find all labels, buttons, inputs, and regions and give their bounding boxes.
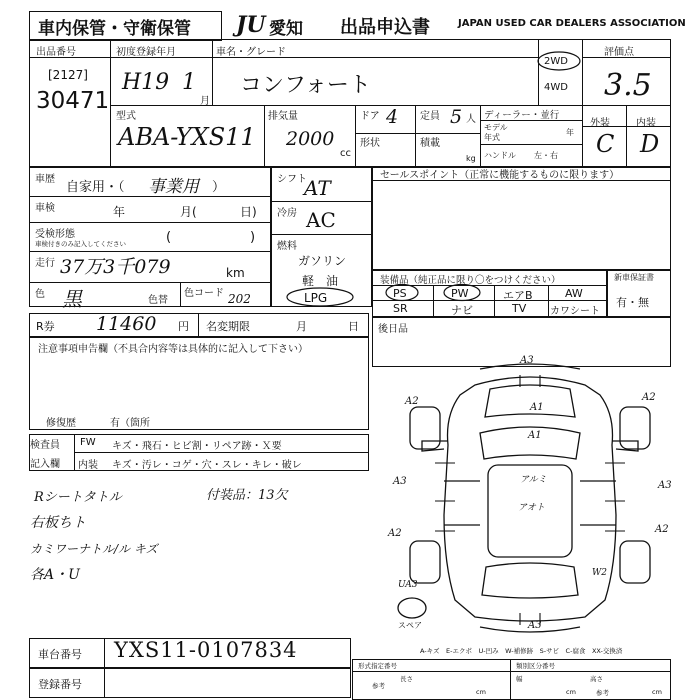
damage-mark-windshield: A1 — [528, 430, 542, 441]
history-label: 車歴 — [35, 174, 55, 185]
damage-mark-left-door: A3 — [393, 476, 407, 487]
handwritten-note-3: カミワーナトル/ル キズ — [30, 542, 158, 556]
door-label: ドア — [360, 111, 380, 122]
spec-width: 幅 — [516, 675, 523, 683]
exterior-label: 外装 — [590, 118, 610, 129]
model-label: 型式 — [116, 111, 136, 122]
shape-label: 形状 — [360, 138, 380, 149]
name-change-month: 月 — [296, 320, 307, 333]
drive-2wd: 2WD — [544, 56, 568, 67]
recycle-label: R券 — [36, 320, 55, 333]
displacement-label: 排気量 — [268, 111, 298, 122]
capacity-label: 定員 — [420, 111, 440, 122]
first-reg-label: 初度登録年月 — [116, 47, 176, 58]
spec-cm-2: cm — [566, 688, 576, 696]
chassis-label: 車台番号 — [38, 648, 82, 661]
inspect-form-label: 受検形態 — [35, 229, 75, 240]
damage-mark-front-bumper: A3 — [520, 355, 534, 366]
equip-leather: カワシート — [550, 306, 600, 317]
checker-fw: FW — [80, 437, 96, 448]
cooler-label: 冷房 — [277, 208, 297, 219]
spec-label-1: 形式指定番号 — [358, 662, 397, 670]
history-value: 自家用・（ — [66, 180, 125, 195]
inspection-label: 車検 — [35, 203, 55, 214]
shift-label: シフト — [277, 174, 307, 185]
lot-sub: [2127] — [48, 68, 88, 82]
weight-unit: kg — [466, 154, 476, 163]
damage-mark-left-quarter: UA3 — [398, 580, 418, 590]
damage-legend: A-キズ E-エクボ U-凹み W-補修跡 S-サビ C-腐食 XX-交換済 — [420, 647, 623, 655]
checker-row-1: キズ・飛石・ヒビ割・リペア跡・Ｘ要 — [112, 441, 282, 452]
equip-ps-circle — [384, 283, 420, 302]
warranty-label: 新車保証書 — [614, 273, 654, 282]
handle-value: 左・右 — [534, 151, 558, 160]
color-label: 色 — [35, 289, 45, 300]
equip-sr: SR — [393, 302, 408, 315]
chassis-value: YXS11-0107834 — [114, 638, 298, 662]
fuel-gasoline: ガソリン — [298, 254, 347, 268]
damage-mark-right-quarter: W2 — [592, 568, 607, 578]
history-hand: 事業用 — [148, 177, 199, 197]
equip-aw: AW — [565, 287, 583, 300]
capacity-value: 5 — [450, 106, 463, 128]
notes-label: 注意事項申告欄（不具合内容等は具体的に記入して下さい） — [38, 344, 308, 355]
diagram-inner-label-1: アルミ — [520, 475, 547, 485]
equip-navi: ナビ — [451, 304, 473, 317]
equip-pw: PW — [451, 287, 469, 300]
inspect-form-close: ) — [250, 230, 256, 245]
after-items-label: 後日品 — [378, 324, 408, 335]
weight-label: 積載 — [420, 138, 440, 149]
handle-label: ハンドル — [484, 151, 516, 160]
spec-height: 高さ — [590, 675, 603, 683]
damage-mark-left-rear: A2 — [388, 528, 402, 539]
shift-value: AT — [304, 176, 331, 200]
handwritten-extra: 付装品：13欠 — [206, 488, 288, 503]
equip-ps: PS — [393, 287, 407, 300]
equipment-label: 装備品（純正品に限り〇をつけください） — [380, 275, 561, 286]
name-change-day: 日 — [348, 320, 359, 333]
color-value: 黒 — [62, 287, 82, 311]
inspect-form-open: ( — [166, 230, 172, 245]
fuel-lpg: LPG — [304, 291, 328, 305]
car-name-value: コンフォート — [240, 73, 371, 98]
storage-label: 車内保管・守衛保管 — [38, 19, 191, 39]
exterior-value: C — [596, 130, 615, 158]
history-close: ） — [212, 180, 226, 195]
damage-mark-right-rear: A2 — [655, 524, 669, 535]
equip-airbag: エアB — [503, 289, 533, 302]
recycle-row — [29, 313, 369, 337]
checker-interior: 内装 — [78, 460, 98, 471]
car-name-label: 車名・グレード — [216, 47, 286, 58]
color-code-value: 202 — [228, 292, 251, 306]
model-year-label: モデル — [484, 123, 508, 132]
year-unit: 年 — [566, 128, 574, 137]
color-change-label: 色替 — [148, 295, 168, 306]
spec-ref: 参考 — [372, 682, 385, 690]
spare-label: スペア — [398, 621, 422, 630]
handwritten-note-2: 右板ちト — [30, 515, 86, 531]
logo-region: 愛知 — [269, 19, 303, 39]
first-reg-era: H19 — [122, 70, 170, 95]
grade-value: 3.5 — [604, 68, 652, 103]
damage-mark-hood: A1 — [530, 402, 544, 413]
drive-circle — [536, 50, 582, 72]
registration-label: 登録番号 — [38, 678, 82, 691]
ju-logo: JU — [236, 12, 266, 38]
association-name: JAPAN USED CAR DEALERS ASSOCIATION — [458, 18, 686, 29]
fuel-lpg-circle — [284, 286, 356, 308]
spec-ref-2: 参考 — [596, 689, 609, 697]
first-reg-month-unit: 月 — [200, 96, 210, 107]
form-title: 出品申込書 — [340, 17, 430, 38]
car-diagram — [380, 355, 680, 640]
mileage-unit: km — [226, 266, 245, 280]
warranty-value: 有・無 — [616, 296, 649, 309]
mileage-value: 37万3千079 — [60, 256, 171, 278]
dealer-label: ディーラー・並行 — [484, 110, 560, 121]
damage-mark-right-door: A3 — [658, 480, 672, 491]
checker-label-2: 記入欄 — [30, 459, 60, 470]
cooler-value: AC — [306, 208, 336, 232]
sales-point-label: セールスポイント（正常に機能するものに限ります） — [380, 170, 620, 181]
checker-label-1: 検査員 — [30, 440, 60, 451]
handwritten-note-1: Rシートタトル — [34, 490, 122, 505]
equip-tv: TV — [512, 302, 527, 315]
diagram-inner-label-2: アオト — [518, 503, 545, 513]
checker-row-2: キズ・汚レ・コゲ・穴・スレ・キレ・破レ — [112, 460, 302, 471]
damage-mark-right-front: A2 — [642, 392, 656, 403]
interior-label: 内装 — [636, 118, 656, 129]
fuel-label: 燃料 — [277, 241, 297, 252]
spec-label-2: 類別区分番号 — [516, 662, 555, 670]
recycle-value: 11460 — [96, 313, 157, 335]
capacity-unit: 人 — [466, 114, 476, 125]
inspection-year: 年 — [113, 205, 126, 219]
equip-pw-circle — [442, 283, 482, 302]
spec-length: 長さ — [400, 675, 413, 683]
interior-value: D — [640, 130, 660, 158]
handwritten-note-4: 各A・U — [30, 567, 80, 583]
first-reg-month: 1 — [182, 70, 196, 95]
grade-label: 評価点 — [604, 47, 634, 58]
displacement-value: 2000 — [286, 128, 335, 150]
inspection-day: 日) — [240, 205, 257, 219]
inspection-month: 月( — [180, 205, 197, 219]
model-value: ABA-YXS11 — [118, 123, 256, 151]
damage-mark-left-front: A2 — [405, 396, 419, 407]
year-label: 年式 — [484, 133, 500, 142]
sales-point-box — [372, 167, 671, 270]
name-change-label: 名変期限 — [206, 320, 250, 333]
color-code-label: 色コード — [184, 288, 224, 299]
door-value: 4 — [386, 106, 399, 128]
drive-4wd: 4WD — [544, 82, 568, 93]
repair-label: 修復歴 — [46, 418, 76, 429]
inspect-form-note: 車検付きのみ記入してください — [35, 240, 126, 248]
repair-value: 有（箇所 — [110, 418, 150, 429]
spec-cm-3: cm — [652, 688, 662, 696]
mileage-label: 走行 — [35, 258, 55, 269]
fuel-diesel: 軽 油 — [302, 274, 339, 288]
lot-number: 30471 — [36, 88, 110, 114]
lot-label: 出品番号 — [36, 47, 76, 58]
damage-mark-rear-bumper: A3 — [528, 620, 542, 631]
spec-cm-1: cm — [476, 688, 486, 696]
recycle-unit: 円 — [178, 320, 189, 333]
displacement-unit: cc — [340, 148, 351, 159]
